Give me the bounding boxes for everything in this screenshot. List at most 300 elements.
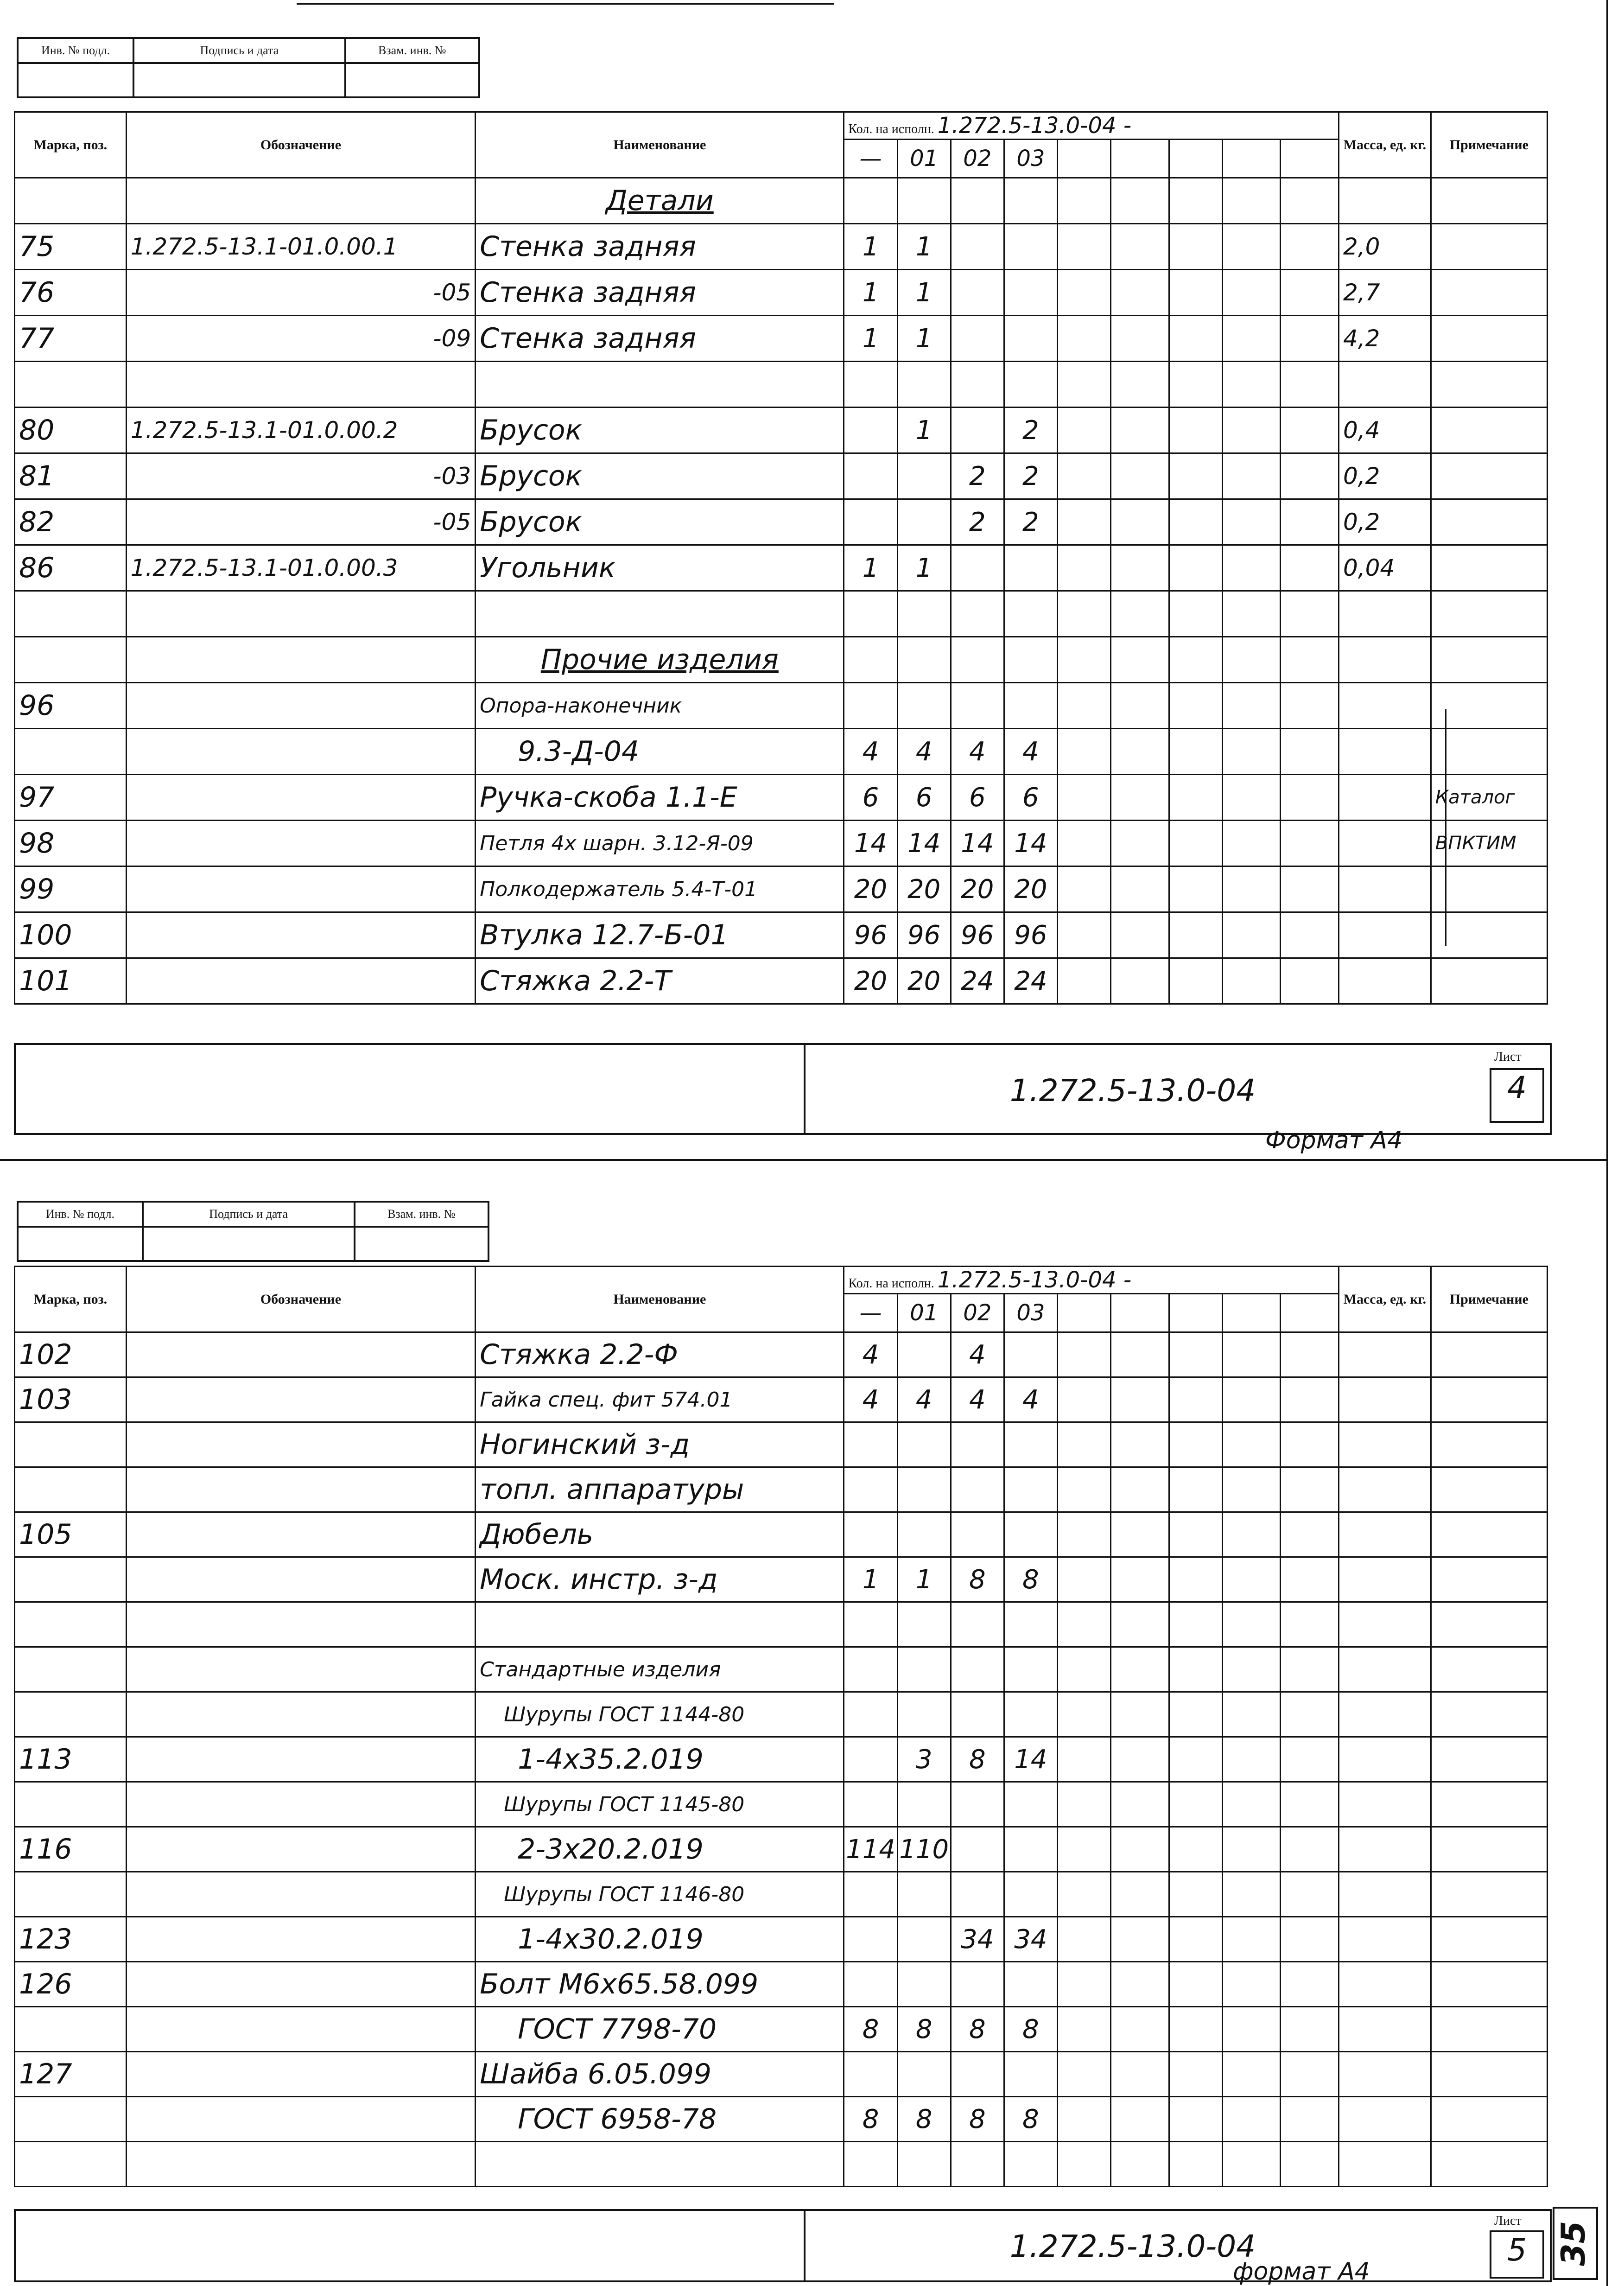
row-empty-cell	[1111, 683, 1169, 729]
row-mark: 75	[15, 224, 127, 270]
row-empty-cell	[1111, 637, 1169, 683]
row-empty-cell	[1111, 1377, 1169, 1422]
row-qty-2	[951, 637, 1004, 683]
row-designation	[126, 866, 475, 912]
row-empty-cell	[1222, 729, 1281, 775]
row-mass	[1339, 1692, 1431, 1737]
row-mass	[1339, 1782, 1431, 1827]
row-qty-0	[844, 1692, 897, 1737]
row-qty-1: 1	[897, 1557, 951, 1602]
row-empty-cell	[1281, 2142, 1339, 2187]
row-note	[1431, 1467, 1547, 1512]
row-mark: 100	[15, 912, 127, 958]
row-empty-cell	[1057, 1377, 1110, 1422]
table-row	[15, 1827, 1548, 1872]
row-qty-3	[1004, 1872, 1057, 1917]
row-empty-cell	[1222, 1332, 1281, 1377]
row-empty-cell	[1169, 2142, 1222, 2187]
row-empty-cell	[1057, 1512, 1110, 1557]
row-empty-cell	[1222, 683, 1281, 729]
row-empty-cell	[1281, 1782, 1339, 1827]
table-row	[15, 2007, 1548, 2052]
row-name: ГОСТ 7798-70	[476, 2007, 844, 2052]
spec-table	[14, 111, 1548, 1005]
row-empty-cell	[1111, 1692, 1169, 1737]
header-kol-label: Кол. на исполн.	[848, 1276, 934, 1291]
row-empty-cell	[1281, 453, 1339, 499]
row-note	[1431, 453, 1547, 499]
row-name: Шурупы ГОСТ 1144-80	[476, 1692, 844, 1737]
table-row	[15, 2052, 1548, 2097]
row-qty-3: 8	[1004, 2007, 1057, 2052]
row-qty-3	[1004, 1332, 1057, 1377]
row-empty-cell	[1111, 866, 1169, 912]
row-qty-2: 4	[951, 1332, 1004, 1377]
row-empty-cell	[1169, 1917, 1222, 1962]
variant-2: 02	[951, 1294, 1004, 1332]
doc-code: 1.272.5-13.0-04	[1009, 1073, 1256, 1108]
row-qty-2	[951, 1827, 1004, 1872]
variant-1: 01	[897, 1294, 951, 1332]
row-qty-0	[844, 362, 897, 408]
row-mass	[1339, 1962, 1431, 2007]
row-empty-cell	[1111, 545, 1169, 591]
row-empty-cell	[1057, 2052, 1110, 2097]
row-empty-cell	[1057, 178, 1110, 224]
header-note: Примечание	[1431, 1267, 1547, 1332]
row-qty-2: 14	[951, 821, 1004, 866]
header-kol	[844, 1267, 1339, 1294]
row-qty-2: 34	[951, 1917, 1004, 1962]
row-mark: 82	[15, 499, 127, 545]
row-empty-cell	[1057, 1557, 1110, 1602]
row-qty-2	[951, 1467, 1004, 1512]
row-empty-cell	[1169, 1332, 1222, 1377]
row-qty-2	[951, 1602, 1004, 1647]
row-empty-cell	[1057, 2142, 1110, 2187]
row-empty-cell	[1057, 1827, 1110, 1872]
row-qty-0	[844, 2052, 897, 2097]
row-mark: 113	[15, 1737, 127, 1782]
row-mass	[1339, 362, 1431, 408]
row-empty-cell	[1281, 1872, 1339, 1917]
row-empty-cell	[1169, 1692, 1222, 1737]
row-mark: 86	[15, 545, 127, 591]
row-qty-2	[951, 362, 1004, 408]
row-empty-cell	[1169, 362, 1222, 408]
row-empty-cell	[1169, 2097, 1222, 2142]
row-empty-cell	[1281, 1377, 1339, 1422]
row-note	[1431, 224, 1547, 270]
row-empty-cell	[1281, 729, 1339, 775]
row-empty-cell	[1057, 1332, 1110, 1377]
row-qty-3: 96	[1004, 912, 1057, 958]
row-note	[1431, 1827, 1547, 1872]
row-mark	[15, 2007, 127, 2052]
row-note	[1431, 362, 1547, 408]
row-empty-cell	[1222, 1557, 1281, 1602]
row-qty-1	[897, 1872, 951, 1917]
header-kol-code: 1.272.5-13.0-04 -	[937, 1267, 1132, 1293]
row-empty-cell	[1169, 2052, 1222, 2097]
row-designation	[126, 591, 475, 637]
table-row	[15, 683, 1548, 729]
row-note	[1431, 2142, 1547, 2187]
row-empty-cell	[1111, 729, 1169, 775]
row-mass: 4,2	[1339, 316, 1431, 362]
row-note	[1431, 1422, 1547, 1467]
row-mass	[1339, 178, 1431, 224]
row-mark: 116	[15, 1827, 127, 1872]
row-note: Каталог	[1431, 775, 1547, 821]
row-empty-cell	[1169, 1557, 1222, 1602]
row-mass	[1339, 1377, 1431, 1422]
variant-2: 02	[951, 140, 1004, 178]
row-empty-cell	[1281, 1917, 1339, 1962]
row-empty-cell	[1111, 2142, 1169, 2187]
row-qty-1: 3	[897, 1737, 951, 1782]
row-mass: 0,2	[1339, 499, 1431, 545]
list-number: 4	[1490, 1068, 1544, 1123]
table-row	[15, 1332, 1548, 1377]
sign-label: Подпись и дата	[143, 1202, 355, 1227]
row-empty-cell	[1057, 821, 1110, 866]
row-qty-1	[897, 1917, 951, 1962]
row-qty-0: 20	[844, 958, 897, 1004]
row-empty-cell	[1169, 224, 1222, 270]
row-mark	[15, 1692, 127, 1737]
row-empty-cell	[1057, 2007, 1110, 2052]
row-qty-3	[1004, 1647, 1057, 1692]
row-note	[1431, 1872, 1547, 1917]
row-mark: 76	[15, 270, 127, 316]
row-empty-cell	[1222, 591, 1281, 637]
row-empty-cell	[1281, 1962, 1339, 2007]
row-qty-1	[897, 453, 951, 499]
row-empty-cell	[1222, 1737, 1281, 1782]
row-note	[1431, 408, 1547, 453]
row-qty-0	[844, 178, 897, 224]
row-empty-cell	[1222, 1647, 1281, 1692]
row-empty-cell	[1057, 1467, 1110, 1512]
table-row	[15, 866, 1548, 912]
row-qty-2	[951, 1782, 1004, 1827]
variant-3: 03	[1004, 140, 1057, 178]
row-empty-cell	[1111, 958, 1169, 1004]
sheet-5	[0, 1159, 1624, 2286]
row-qty-0: 4	[844, 729, 897, 775]
row-mass	[1339, 1467, 1431, 1512]
row-empty-cell	[1057, 362, 1110, 408]
row-qty-1	[897, 683, 951, 729]
row-qty-1	[897, 1647, 951, 1692]
row-empty-cell	[1222, 1377, 1281, 1422]
row-qty-3: 34	[1004, 1917, 1057, 1962]
table-row	[15, 453, 1548, 499]
table-row	[15, 1602, 1548, 1647]
row-designation	[126, 637, 475, 683]
row-name: 2-3x20.2.019	[476, 1827, 844, 1872]
table-row	[15, 499, 1548, 545]
row-name: Петля 4х шарн. 3.12-Я-09	[476, 821, 844, 866]
row-empty-cell	[1111, 2007, 1169, 2052]
row-empty-cell	[1111, 499, 1169, 545]
row-qty-2	[951, 2142, 1004, 2187]
row-note	[1431, 270, 1547, 316]
row-designation	[126, 1737, 475, 1782]
row-qty-2: 96	[951, 912, 1004, 958]
row-empty-cell	[1281, 1557, 1339, 1602]
table-row	[15, 1512, 1548, 1557]
row-name: Детали	[476, 178, 844, 224]
row-mass: 0,4	[1339, 408, 1431, 453]
row-empty-cell	[1169, 1467, 1222, 1512]
row-qty-3: 4	[1004, 1377, 1057, 1422]
row-qty-3	[1004, 1602, 1057, 1647]
row-name: Брусок	[476, 408, 844, 453]
row-designation	[126, 1917, 475, 1962]
header-designation: Обозначение	[126, 1267, 475, 1332]
row-name: Стандартные изделия	[476, 1647, 844, 1692]
row-mass	[1339, 591, 1431, 637]
row-note	[1431, 316, 1547, 362]
row-qty-3: 20	[1004, 866, 1057, 912]
row-empty-cell	[1281, 821, 1339, 866]
row-qty-1: 6	[897, 775, 951, 821]
row-empty-cell	[1111, 1872, 1169, 1917]
row-qty-1: 110	[897, 1827, 951, 1872]
row-empty-cell	[1169, 2007, 1222, 2052]
row-empty-cell	[1057, 545, 1110, 591]
row-qty-1	[897, 1962, 951, 2007]
row-name: Полкодержатель 5.4-Т-01	[476, 866, 844, 912]
row-empty-cell	[1111, 1962, 1169, 2007]
row-empty-cell	[1057, 224, 1110, 270]
row-empty-cell	[1281, 683, 1339, 729]
row-note	[1431, 2007, 1547, 2052]
row-mark: 77	[15, 316, 127, 362]
row-designation	[126, 1377, 475, 1422]
row-qty-2	[951, 408, 1004, 453]
row-empty-cell	[1111, 2052, 1169, 2097]
row-mass	[1339, 866, 1431, 912]
row-empty-cell	[1169, 637, 1222, 683]
table-row	[15, 270, 1548, 316]
header-kol-label: Кол. на исполн.	[848, 122, 934, 136]
row-empty-cell	[1111, 1782, 1169, 1827]
row-mark	[15, 591, 127, 637]
row-empty-cell	[1169, 270, 1222, 316]
row-mass	[1339, 2007, 1431, 2052]
row-empty-cell	[1222, 775, 1281, 821]
row-designation	[126, 1467, 475, 1512]
row-designation: -05	[126, 270, 475, 316]
row-mark: 126	[15, 1962, 127, 2007]
row-mass	[1339, 775, 1431, 821]
row-qty-1: 4	[897, 729, 951, 775]
row-qty-0: 14	[844, 821, 897, 866]
row-empty-cell	[1057, 1647, 1110, 1692]
header-mark: Марка, поз.	[15, 112, 127, 178]
table-row	[15, 775, 1548, 821]
table-row	[15, 637, 1548, 683]
row-qty-0	[844, 1602, 897, 1647]
table-row	[15, 2142, 1548, 2187]
row-name	[476, 362, 844, 408]
row-qty-2: 8	[951, 1557, 1004, 1602]
row-mark	[15, 178, 127, 224]
table-row	[15, 545, 1548, 591]
row-qty-3	[1004, 1467, 1057, 1512]
row-empty-cell	[1169, 821, 1222, 866]
row-mass	[1339, 1512, 1431, 1557]
row-empty-cell	[1057, 1872, 1110, 1917]
row-mark: 98	[15, 821, 127, 866]
row-empty-cell	[1057, 1962, 1110, 2007]
row-mark: 105	[15, 1512, 127, 1557]
row-designation	[126, 821, 475, 866]
catalog-brace	[1445, 709, 1446, 946]
row-empty-cell	[1281, 1647, 1339, 1692]
table-row	[15, 591, 1548, 637]
row-mass	[1339, 1737, 1431, 1782]
row-qty-3: 14	[1004, 821, 1057, 866]
row-qty-3	[1004, 1422, 1057, 1467]
sign-label: Подпись и дата	[133, 38, 345, 63]
row-qty-1	[897, 1512, 951, 1557]
row-note	[1431, 637, 1547, 683]
row-qty-0	[844, 1782, 897, 1827]
row-qty-0	[844, 1962, 897, 2007]
row-mass	[1339, 1647, 1431, 1692]
row-qty-1	[897, 1422, 951, 1467]
row-empty-cell	[1222, 821, 1281, 866]
row-qty-2	[951, 1512, 1004, 1557]
table-row	[15, 821, 1548, 866]
row-qty-0	[844, 1647, 897, 1692]
row-mass: 0,04	[1339, 545, 1431, 591]
row-mass	[1339, 637, 1431, 683]
row-designation	[126, 1332, 475, 1377]
row-empty-cell	[1222, 1512, 1281, 1557]
row-name	[476, 591, 844, 637]
row-note: ВПКТИМ	[1431, 821, 1547, 866]
row-name: Моск. инстр. з-д	[476, 1557, 844, 1602]
row-qty-2	[951, 1962, 1004, 2007]
row-qty-1: 1	[897, 270, 951, 316]
row-mark: 123	[15, 1917, 127, 1962]
row-name: Брусок	[476, 453, 844, 499]
row-name: 1-4x30.2.019	[476, 1917, 844, 1962]
row-designation	[126, 2007, 475, 2052]
row-qty-0: 20	[844, 866, 897, 912]
row-qty-0	[844, 1872, 897, 1917]
row-empty-cell	[1111, 1557, 1169, 1602]
row-empty-cell	[1057, 408, 1110, 453]
row-qty-2	[951, 224, 1004, 270]
row-mark	[15, 362, 127, 408]
row-qty-3: 24	[1004, 958, 1057, 1004]
row-qty-1	[897, 178, 951, 224]
row-mark	[15, 2097, 127, 2142]
row-qty-0	[844, 1422, 897, 1467]
row-mark	[15, 1557, 127, 1602]
row-name: Стяжка 2.2-Ф	[476, 1332, 844, 1377]
row-qty-3	[1004, 1512, 1057, 1557]
row-empty-cell	[1111, 2097, 1169, 2142]
table-row	[15, 1917, 1548, 1962]
row-empty-cell	[1169, 912, 1222, 958]
row-qty-0: 1	[844, 316, 897, 362]
row-empty-cell	[1281, 545, 1339, 591]
row-note	[1431, 178, 1547, 224]
row-qty-3	[1004, 637, 1057, 683]
row-note	[1431, 591, 1547, 637]
row-empty-cell	[1169, 1512, 1222, 1557]
row-qty-3	[1004, 1692, 1057, 1737]
row-mark: 96	[15, 683, 127, 729]
row-qty-2: 4	[951, 729, 1004, 775]
row-note	[1431, 499, 1547, 545]
row-designation	[126, 729, 475, 775]
row-empty-cell	[1057, 270, 1110, 316]
row-qty-0: 114	[844, 1827, 897, 1872]
row-mark: 103	[15, 1377, 127, 1422]
row-empty-cell	[1281, 270, 1339, 316]
row-note	[1431, 1962, 1547, 2007]
row-name: Ручка-скоба 1.1-Е	[476, 775, 844, 821]
table-row	[15, 1692, 1548, 1737]
row-empty-cell	[1111, 362, 1169, 408]
row-designation	[126, 2142, 475, 2187]
row-qty-0	[844, 2142, 897, 2187]
row-qty-3: 6	[1004, 775, 1057, 821]
row-qty-2	[951, 316, 1004, 362]
table-row	[15, 1782, 1548, 1827]
row-empty-cell	[1222, 1782, 1281, 1827]
row-empty-cell	[1111, 270, 1169, 316]
row-empty-cell	[1169, 729, 1222, 775]
row-qty-0	[844, 1737, 897, 1782]
row-note	[1431, 683, 1547, 729]
row-qty-1	[897, 2142, 951, 2187]
row-name: Шурупы ГОСТ 1145-80	[476, 1782, 844, 1827]
right-border-line	[1606, 1159, 1608, 2286]
row-mark: 101	[15, 958, 127, 1004]
row-empty-cell	[1057, 866, 1110, 912]
row-designation: -05	[126, 499, 475, 545]
row-empty-cell	[1281, 362, 1339, 408]
row-empty-cell	[1169, 408, 1222, 453]
row-qty-1	[897, 591, 951, 637]
row-name: Угольник	[476, 545, 844, 591]
row-name: Стенка задняя	[476, 224, 844, 270]
row-qty-3: 4	[1004, 729, 1057, 775]
row-designation	[126, 1962, 475, 2007]
row-qty-3	[1004, 545, 1057, 591]
row-qty-3: 8	[1004, 2097, 1057, 2142]
row-note	[1431, 1332, 1547, 1377]
row-designation: 1.272.5-13.1-01.0.00.1	[126, 224, 475, 270]
row-empty-cell	[1281, 2007, 1339, 2052]
row-qty-0	[844, 408, 897, 453]
row-qty-1: 8	[897, 2007, 951, 2052]
row-empty-cell	[1281, 408, 1339, 453]
row-empty-cell	[1057, 2097, 1110, 2142]
row-empty-cell	[1169, 499, 1222, 545]
row-name: Дюбель	[476, 1512, 844, 1557]
row-note	[1431, 1917, 1547, 1962]
